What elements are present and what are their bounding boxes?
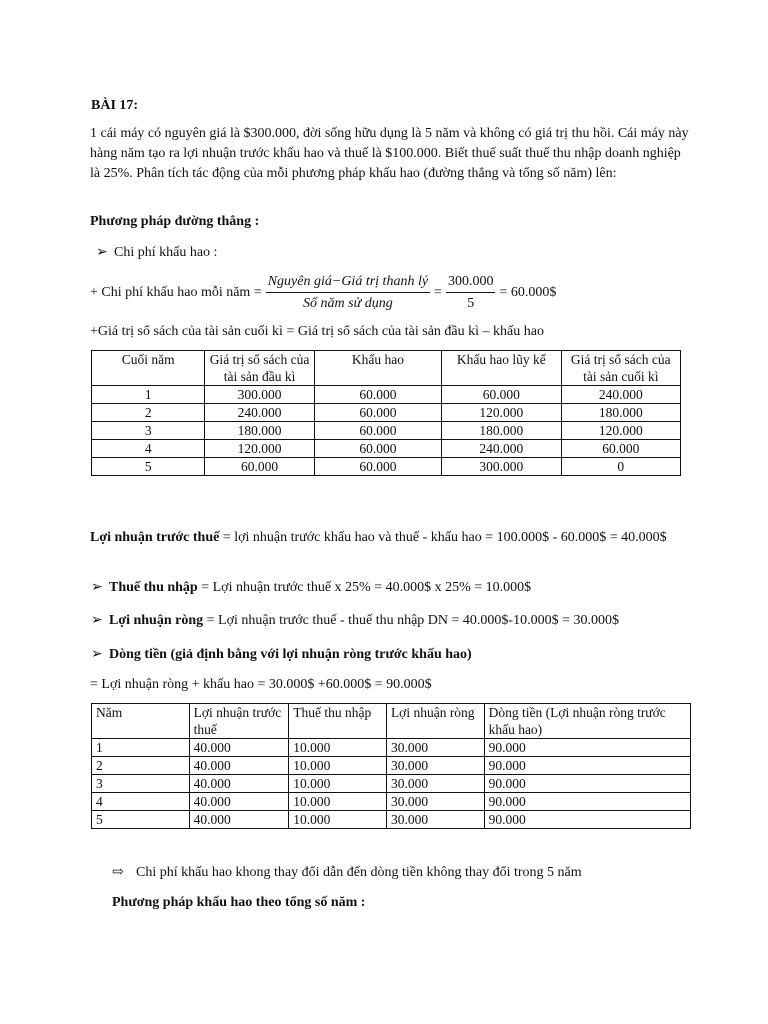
conclusion-line <box>112 863 582 882</box>
section-heading-sum-of-years: Phương pháp khấu hao theo tổng số năm : <box>112 895 366 910</box>
table-row <box>92 757 691 775</box>
table-cell: 60.000 <box>314 422 441 440</box>
arrow-right-icon: ⇨ <box>112 865 124 880</box>
book-value-rule: +Giá trị sổ sách của tài sản cuối kì = Giá trị sổ sách của tài sản đầu kì – khấu hao <box>90 324 544 339</box>
table-cell: 120.000 <box>205 440 314 458</box>
table-cell: 60.000 <box>442 386 561 404</box>
table-header-cell: Giá trị sổ sách của tài sản cuối kì <box>561 351 680 386</box>
formula-fraction-values <box>446 272 496 313</box>
table-cell: 240.000 <box>442 440 561 458</box>
table-cell: 40.000 <box>189 739 289 757</box>
pretax-profit-line <box>90 528 690 547</box>
table-cell: 10.000 <box>289 757 387 775</box>
table-cell: 30.000 <box>386 757 484 775</box>
table-cell: 40.000 <box>189 793 289 811</box>
pretax-profit-text: = lợi nhuận trước khấu hao và thuế - khấu hao = 100.000$ - 60.000$ = 40.000$ <box>219 530 667 545</box>
straight-line-depreciation-table <box>91 350 681 476</box>
table-cell: 10.000 <box>289 775 387 793</box>
table-cell: 180.000 <box>561 404 680 422</box>
depreciation-formula <box>90 272 556 313</box>
table-cell: 120.000 <box>442 404 561 422</box>
table-cell: 4 <box>92 440 205 458</box>
table-header-cell: Năm <box>92 704 190 739</box>
table-cell: 300.000 <box>442 458 561 476</box>
table-header-cell: Lợi nhuận ròng <box>386 704 484 739</box>
table-header-cell: Cuối năm <box>92 351 205 386</box>
income-tax-line <box>91 578 531 597</box>
net-profit-label: Lợi nhuận ròng <box>109 613 204 628</box>
arrow-bullet-icon: ➢ <box>96 245 108 260</box>
cashflow-heading-line <box>91 645 472 664</box>
table-cell: 240.000 <box>561 386 680 404</box>
table-header-row <box>92 704 691 739</box>
table-header-cell: Khấu hao lũy kế <box>442 351 561 386</box>
bullet-depreciation <box>96 243 217 262</box>
table-cell: 40.000 <box>189 775 289 793</box>
table-header-cell: Lợi nhuận trước thuế <box>189 704 289 739</box>
table-cell: 300.000 <box>205 386 314 404</box>
table-cell: 30.000 <box>386 793 484 811</box>
formula-value-numerator: 300.000 <box>446 272 496 293</box>
table-row <box>92 739 691 757</box>
table-row <box>92 404 681 422</box>
section-heading-straight-line: Phương pháp đường thẳng : <box>90 214 260 229</box>
table-cell: 30.000 <box>386 811 484 829</box>
table-cell: 60.000 <box>314 404 441 422</box>
formula-equals: = <box>434 285 442 300</box>
table-cell: 10.000 <box>289 739 387 757</box>
table-row <box>92 422 681 440</box>
table-cell: 1 <box>92 739 190 757</box>
table-cell: 30.000 <box>386 739 484 757</box>
formula-result: = 60.000$ <box>499 285 557 300</box>
table-cell: 5 <box>92 458 205 476</box>
arrow-bullet-icon: ➢ <box>91 580 103 595</box>
net-profit-line <box>91 611 619 630</box>
table-cell: 90.000 <box>484 793 690 811</box>
formula-prefix: + Chi phí khấu hao mỗi năm = <box>90 285 262 300</box>
bullet-depreciation-label: Chi phí khấu hao : <box>114 245 218 260</box>
table-cell: 0 <box>561 458 680 476</box>
table-cell: 120.000 <box>561 422 680 440</box>
cashflow-formula: = Lợi nhuận ròng + khấu hao = 30.000$ +60.000$ = 90.000$ <box>90 677 432 692</box>
table-cell: 60.000 <box>314 440 441 458</box>
income-tax-label: Thuế thu nhập <box>109 580 198 595</box>
table-cell: 5 <box>92 811 190 829</box>
table-cell: 40.000 <box>189 811 289 829</box>
table-cell: 90.000 <box>484 739 690 757</box>
income-tax-text: = Lợi nhuận trước thuế x 25% = 40.000$ x 25% = 10.000$ <box>197 580 532 595</box>
table-cell: 3 <box>92 422 205 440</box>
table-cell: 3 <box>92 775 190 793</box>
table-cell: 60.000 <box>314 458 441 476</box>
table-header-row <box>92 351 681 386</box>
table-cell: 4 <box>92 793 190 811</box>
table-row <box>92 440 681 458</box>
table-cell: 180.000 <box>442 422 561 440</box>
table-cell: 2 <box>92 757 190 775</box>
table-cell: 240.000 <box>205 404 314 422</box>
table-cell: 40.000 <box>189 757 289 775</box>
table-cell: 90.000 <box>484 775 690 793</box>
table-header-cell: Giá trị sổ sách của tài sản đầu kì <box>205 351 314 386</box>
table-cell: 90.000 <box>484 811 690 829</box>
exercise-title: BÀI 17: <box>91 98 139 113</box>
formula-numerator: Nguyên giá−Giá trị thanh lý <box>266 272 430 293</box>
pretax-profit-label: Lợi nhuận trước thuế <box>90 530 220 545</box>
table-header-cell: Thuế thu nhập <box>289 704 387 739</box>
table-header-cell: Dòng tiền (Lợi nhuận ròng trước khấu hao) <box>484 704 690 739</box>
table-cell: 60.000 <box>205 458 314 476</box>
table-cell: 180.000 <box>205 422 314 440</box>
cashflow-heading-label: Dòng tiền (giả định bằng với lợi nhuận ròng trước khấu hao) <box>109 647 472 662</box>
table-cell: 10.000 <box>289 811 387 829</box>
arrow-bullet-icon: ➢ <box>91 647 103 662</box>
table-cell: 60.000 <box>561 440 680 458</box>
net-profit-text: = Lợi nhuận trước thuế - thuế thu nhập DN = 40.000$-10.000$ = 30.000$ <box>203 613 619 628</box>
table-cell: 1 <box>92 386 205 404</box>
table-cell: 10.000 <box>289 793 387 811</box>
formula-fraction-general <box>266 272 430 313</box>
table-cell: 2 <box>92 404 205 422</box>
table-row <box>92 775 691 793</box>
formula-denominator: Số năm sử dụng <box>303 296 393 311</box>
arrow-bullet-icon: ➢ <box>91 613 103 628</box>
problem-statement: 1 cái máy có nguyên giá là $300.000, đời sống hữu dụng là 5 năm và không có giá trị thu hồi. Cái máy này hàng năm tạo ra lợi nhuận trước khấu hao và thuế là $100.000. Biết thuế suất thuế thu nhập doanh nghiệp là 25%. Phân tích tác động của mỗi phương pháp khấu hao (đường thẳng và tổng số năm) lên: <box>90 126 689 181</box>
table-header-cell: Khấu hao <box>314 351 441 386</box>
table-row <box>92 811 691 829</box>
table-row <box>92 793 691 811</box>
conclusion-text: Chi phí khấu hao khong thay đổi dẫn đến dòng tiền không thay đổi trong 5 năm <box>136 865 582 880</box>
table-cell: 60.000 <box>314 386 441 404</box>
table-row <box>92 458 681 476</box>
cashflow-table <box>91 703 691 829</box>
formula-value-denominator: 5 <box>467 296 475 311</box>
table-cell: 30.000 <box>386 775 484 793</box>
table-cell: 90.000 <box>484 757 690 775</box>
table-row <box>92 386 681 404</box>
